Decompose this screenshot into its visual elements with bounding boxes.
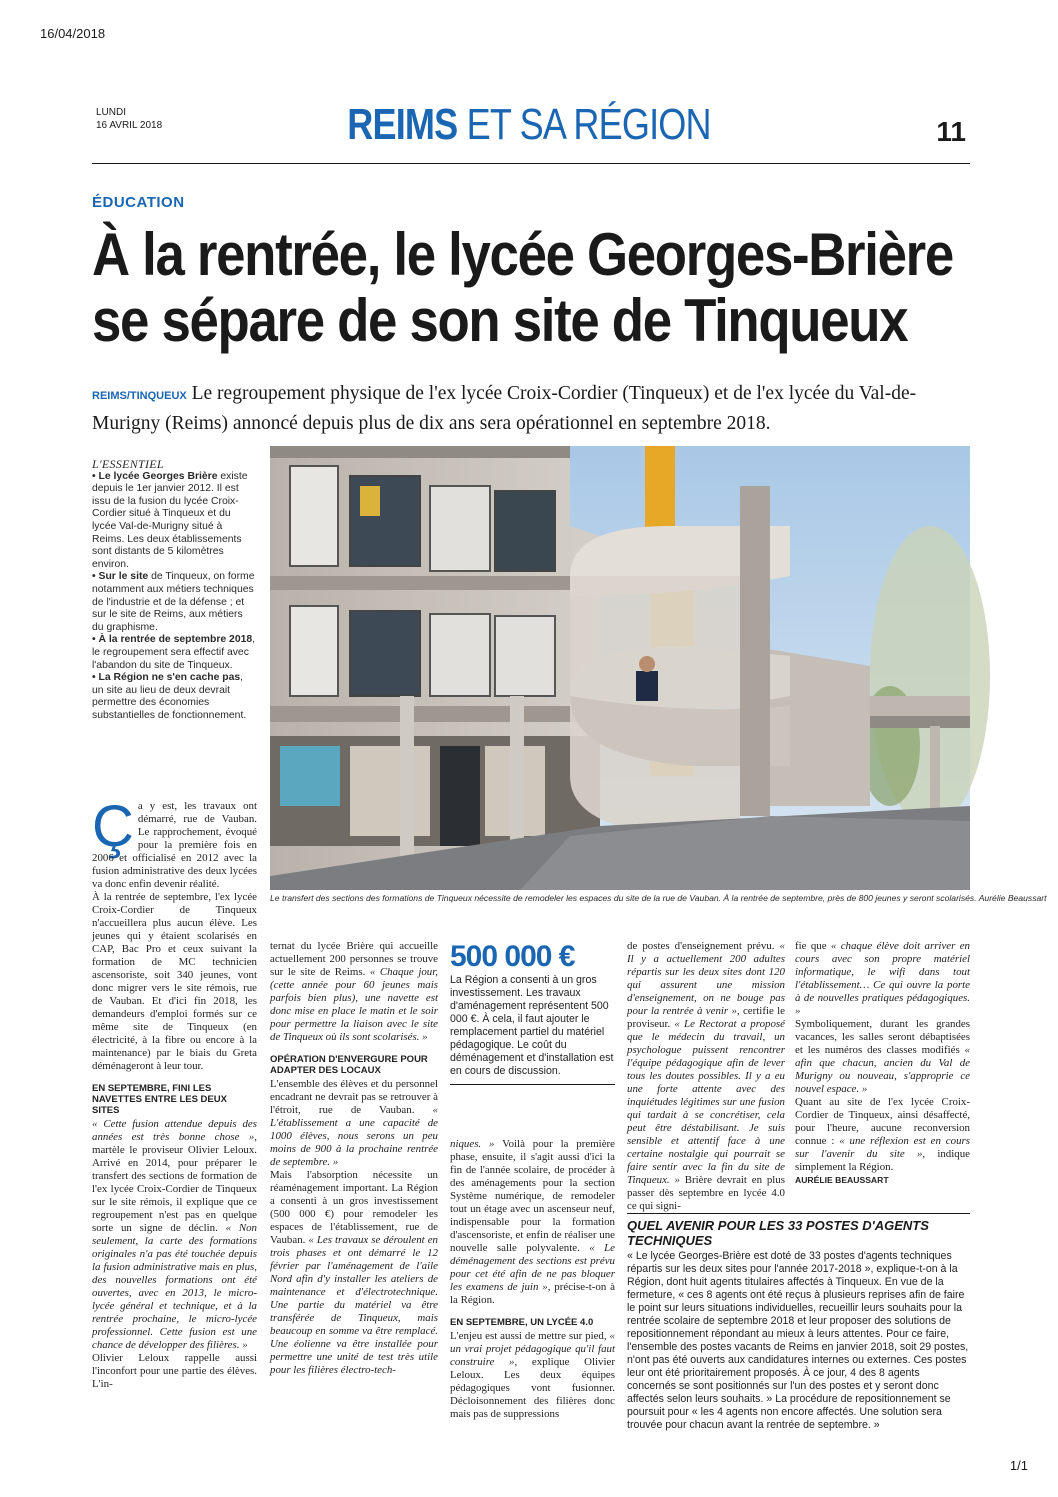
page-number: 11	[936, 116, 966, 147]
school-building-photo	[270, 446, 970, 890]
box-title: QUEL AVENIR POUR LES 33 POSTES D'AGENTS TECHNIQUES	[627, 1218, 929, 1248]
article-column-4	[627, 940, 785, 1213]
page-count: 1/1	[1009, 1458, 1028, 1473]
caption-text: Le transfert des sections des formations de Tinqueux nécessite de remodeler les espaces du site de la rue de Vauban. À la rentrée de septembre, près de 800 jeunes y seront scolarisés.	[270, 893, 977, 903]
article-headline	[92, 221, 953, 354]
article-column-3	[450, 1138, 615, 1421]
paragraph: Quant au site de l'ex lycée Croix-Cordier de Tinqueux, ainsi désaffecté, pour l'heure, aucune reconversion connue : « une réflexion est en cours sur l'avenir du site », indique simplement la Région.	[795, 1096, 970, 1173]
header-rule	[92, 163, 970, 164]
article-column-5	[795, 940, 970, 1187]
box-text: « Le lycée Georges-Brière est doté de 33 postes d'agents techniques répartis sur les deux sites pour l'année 2017-2018 », explique-t-on à la Région, dont huit agents titulaires affectés à Tinqueux. En vue de la fermeture, « ces 8 agents ont été reçus à plusieurs reprises afin de faire le point sur leurs situations individuelles, recueillir leurs souhaits pour la rentrée scolaire de septembre 2018 et leur proposer des solutions de repositionnement répondant au mieux à leurs attentes. Pour ce faire, l'ensemble des postes vacants de Reims en janvier 2018, soit 29 postes, n'ont pas été ouverts aux candidatures internes ou externes. Ces postes leur ont été prioritairement proposés. À ce jour, 4 des 8 agents concernés se sont positionnés sur l'un des postes et y seront donc affectés selon leurs souhaits. » La procédure de repositionnement se poursuit pour « les 4 agents non encore affectés. Une solution sera trouvée pour chacun avant la rentrée de septembre. »	[627, 1250, 969, 1431]
photo-credit: Aurélie Beaussart	[978, 893, 1047, 903]
lede-location: REIMS/TINQUEUX	[92, 390, 187, 402]
big-figure: 500 000 €	[450, 940, 575, 973]
dropcap: Ç	[92, 794, 134, 859]
headline-line-1: À la rentrée, le lycée Georges-Brière	[92, 221, 953, 288]
subheading: EN SEPTEMBRE, FINI LES NAVETTES ENTRE LES DEUX SITES	[92, 1083, 227, 1116]
paragraph: fie que « chaque élève doit arriver en cours avec son propre matériel informatique, le wifi dans tout l'établissement… Ce qui ouvre la porte à de nouvelles pratiques pédagogiques. »	[795, 940, 970, 1017]
article-photo	[270, 446, 970, 890]
masthead-full-date: 16 AVRIL 2018	[96, 120, 163, 131]
essentiel-item: • À la rentrée de septembre 2018, le regroupement sera effectif avec l'abandon du site de Tinqueux.	[92, 634, 256, 671]
paragraph: À la rentrée de septembre, l'ex lycée Croix-Cordier de Tinqueux n'accueillera plus aucun élève. Les jeunes qui y étaient scolarisés en CAP, Bac Pro et ceux suivant la formation de MC technicien ascensoriste, soit 340 jeunes, vont donc migrer vers le site rémois, rue de Vauban. Et d'ici fin 2018, les demandeurs d'emploi formés sur ce même site de Tinqueux (en électricité, à la fibre ou encore à la maintenance) par le biais du Greta déménageront à leur tour.	[92, 891, 257, 1072]
sidebar-box-agents	[627, 1213, 970, 1432]
photo-caption	[270, 893, 1047, 903]
print-date: 16/04/2018	[40, 26, 106, 41]
article-lede	[92, 380, 972, 438]
headline-line-2: se sépare de son site de Tinqueux	[92, 287, 908, 354]
big-figure-text: La Région a consenti à un gros investissement. Les travaux d'aménagement représentent 500 000 €. À cela, il faut ajouter le remplacement partiel du matériel pédagogique. Le coût du déménagement et d'installation est en cours de discussion.	[450, 974, 615, 1085]
paragraph: niques. » Voilà pour la première phase, ensuite, il s'agit aussi d'ici la fin de l'année scolaire, de procéder à des aménagements pour la section Système numérique, de remodeler tout un étage avec un ascenseur neuf, indispensable pour la formation d'ascensoriste, et enfin de réaliser une nouvelle salle polyvalente. « Le déménagement des sections est prévu pour cet été afin de ne pas bloquer les examens de juin », précise-t-on à la Région.	[450, 1138, 615, 1306]
paragraph: « Cette fusion attendue depuis des années est très bonne chose », martèle le proviseur Olivier Leloux. Arrivé en 2014, pour préparer le transfert des sections de formation de l'ex lycée Croix-Cordier de Tinqueux sur le site rémois, il explique que ce regroupement n'est pas en quelque sorte un signe de déclin. « Non seulement, la carte des formations originales n'a pas été touchée depuis la fusion administrative mais en plus, des nouvelles formations ont été ouvertes, avec en 2013, le micro-lycée général et technique, et à la rentrée prochaine, le micro-lycée professionnel. Cette fusion est une chance de développer des filières. »	[92, 1118, 257, 1351]
masthead-day: LUNDI	[96, 107, 127, 118]
paragraph: L'enjeu est aussi de mettre sur pied, « un vrai projet pédagogique qu'il faut construire », explique Olivier Leloux. Les deux équipes pédagogiques vont fusionner. Décloisonnement des filières donc mais pas de suppressions	[450, 1330, 615, 1420]
section-title-bold: REIMS	[347, 100, 458, 149]
infobox-500000	[450, 940, 615, 1085]
paragraph: Olivier Leloux rappelle aussi l'inconfort pour une partie des élèves. L'in-	[92, 1352, 257, 1390]
lede-text: Le regroupement physique de l'ex lycée Croix-Cordier (Tinqueux) et de l'ex lycée du Val-de-Murigny (Reims) annoncé depuis plus de dix ans sera opérationnel en septembre 2018.	[92, 383, 917, 434]
essentiel-item: • La Région ne s'en cache pas, un site au lieu de deux devrait permettre des économies substantielles de fonctionnement.	[92, 672, 247, 721]
essentiel-label: L'ESSENTIEL	[92, 457, 164, 471]
section-title	[95, 100, 963, 150]
article-column-1	[92, 794, 257, 1391]
section-title-rest: ET SA RÉGION	[457, 100, 711, 149]
essentiel-item: • Sur le site de Tinqueux, on forme notamment aux métiers techniques de l'industrie et de la défense ; et sur le site de Reims, aux métiers du graphisme.	[92, 571, 255, 633]
paragraph: de postes d'enseignement prévu. « Il y a actuellement 200 adultes répartis sur les deux sites dont 120 qui assurent une mission d'enseignement, on ne bouge pas pour la rentrée à venir », certifie le proviseur. « Le Rectorat a proposé que le médecin du travail, un psychologue puissent rencontrer l'équipe pédagogique afin de lever tous les doutes possibles. Il y a eu une forte attente avec des inquiétudes légitimes sur une fusion qui tardait à se concrétiser, cela peut être déstabilisant. Je suis sensible et attentif face à une certaine nostalgie qui pourrait se faire sentir avec la fin du site de Tinqueux. » Brière devrait en plus passer dès septembre en lycée 4.0 ce qui signi-	[627, 940, 786, 1212]
article-column-2	[270, 940, 438, 1377]
essentiel-box	[92, 458, 257, 722]
paragraph: a y est, les travaux ont démarré, rue de Vauban. Le rapprochement, évoqué pour la première fois en 2006 et officialisé en 2012 avec la fusion administrative des deux lycées va donc enfin devenir réalité.	[92, 800, 257, 890]
essentiel-item: • Le lycée Georges Brière existe depuis le 1er janvier 2012. Il est issu de la fusion du lycée Croix-Cordier situé à Tinqueux et du lycée Val-de-Murigny situé à Reims. Les deux établissements sont distants de 5 kilomètres environ.	[92, 470, 248, 570]
box-rule	[627, 1213, 970, 1214]
paragraph: ternat du lycée Brière qui accueille actuellement 200 personnes se trouve sur le site de Reims. « Chaque jour, (cette année pour 60 jeunes mais parfois bien plus), une navette est donc mise en place le matin et le soir pour permettre la liaison avec le site de Tinqueux où ils sont scolarisés. »	[270, 940, 438, 1043]
byline: AURÉLIE BEAUSSART	[795, 1175, 889, 1185]
paragraph: L'ensemble des élèves et du personnel encadrant ne devrait pas se retrouver à l'étroit, rue de Vauban. « L'établissement a une capacité de 1000 élèves, nous serons un peu moins de 900 à la prochaine rentrée de septembre. »	[270, 1078, 439, 1168]
article-kicker: ÉDUCATION	[92, 194, 185, 211]
subheading: OPÉRATION D'ENVERGURE POUR ADAPTER DES LOCAUX	[270, 1054, 428, 1076]
subheading: EN SEPTEMBRE, UN LYCÉE 4.0	[450, 1317, 594, 1328]
paragraph: Symboliquement, durant les grandes vacances, les salles seront débaptisées et les numéros des classes modifiés « afin que chacun, ancien du Val de Murigny ou nouveau, s'approprie ce nouvel espace. »	[795, 1018, 971, 1095]
paragraph: Mais l'absorption nécessite un réaménagement important. La Région a consenti à un gros investissement (500 000 €) pour remodeler les espaces de l'établissement, rue de Vauban. « Les travaux se déroulent en trois phases et ont démarré le 12 février par l'aménagement de l'aile Nord afin d'y installer les ateliers de maintenance et d'électrotechnique. Une partie du matériel va être transférée de Tinqueux, mais beaucoup en somme va être remplacé. Une éolienne va être installée pour permettre une unité de test très utile pour les filières électro-tech-	[270, 1169, 438, 1376]
